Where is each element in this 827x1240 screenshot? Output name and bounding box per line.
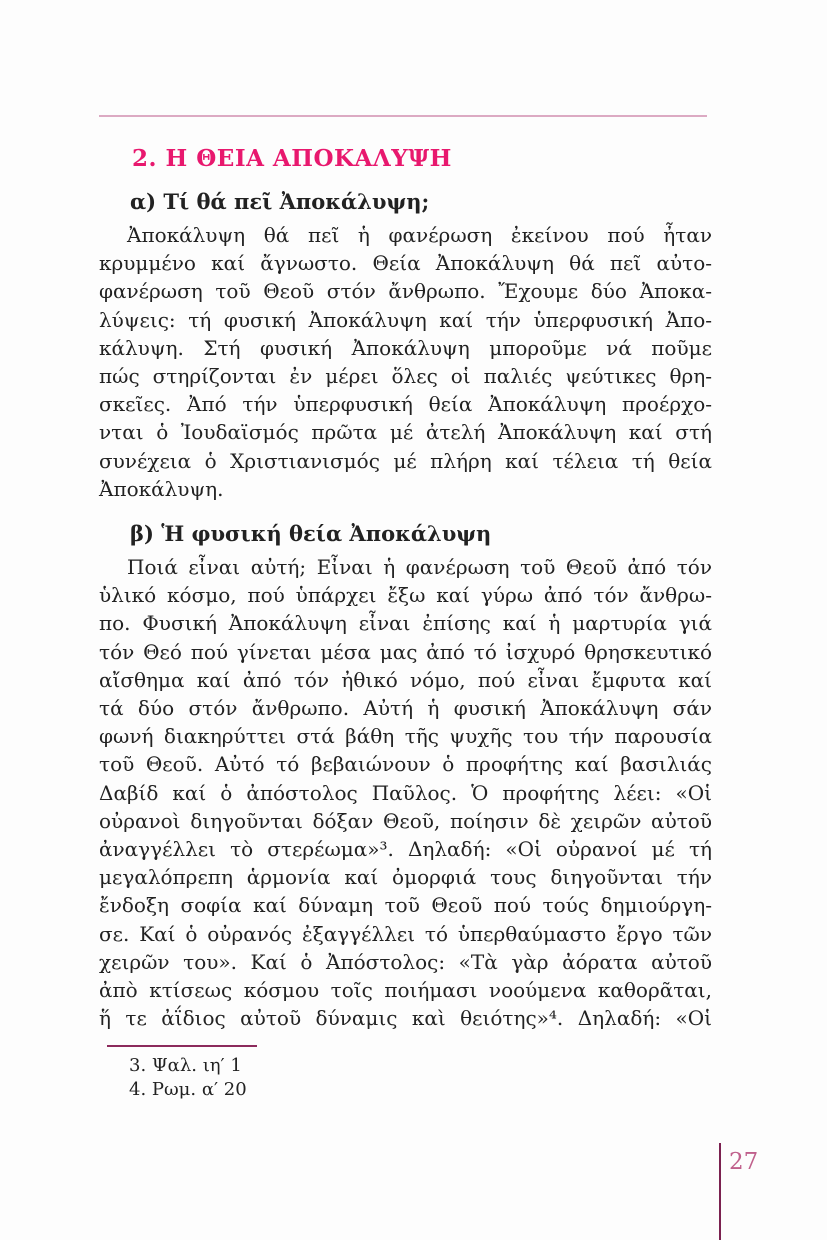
text-line: ὑλικό κόσμο, πού ὑπάρχει ἔξω καί γύρω ἀπό τόν ἄνθρω- (99, 583, 712, 608)
text-line: τά δύο στόν ἄνθρωπο. Αὐτή ἡ φυσική Ἀποκάλυψη σάν (99, 696, 712, 721)
text-line: αἴσθημα καί ἀπό τόν ἠθικό νόμο, πού εἶναι ἔμφυτα καί (99, 667, 712, 692)
footnotes (99, 1054, 712, 1102)
section-a-heading: α) Τί θά πεῖ Ἀποκάλυψη; (130, 189, 430, 214)
text-line: ἔνδοξη σοφία καί δύναμη τοῦ Θεοῦ πού τούς δημιούργη- (99, 893, 712, 918)
text-line: τοῦ Θεοῦ. Αὐτό τό βεβαιώνουν ὁ προφήτης καί βασιλιάς (99, 752, 712, 777)
header-rule (99, 115, 707, 117)
footnote-block (99, 1045, 712, 1102)
text-line: λύψεις: τή φυσική Ἀποκάλυψη καί τήν ὑπερφυσική Ἀπο- (99, 307, 712, 332)
text-line: φωνή διακηρύττει στά βάθη τῆς ψυχῆς του τήν παρουσία (99, 724, 712, 749)
footnote-item: 3. Ψαλ. ιη′ 1 (129, 1055, 242, 1077)
text-line: Ἀποκάλυψη. (99, 476, 224, 501)
page-number-bar (719, 1143, 721, 1240)
text-line: τόν Θεό πού γίνεται μέσα μας ἀπό τό ἰσχυρό θρησκευτικό (99, 639, 712, 664)
text-line: πο. Φυσική Ἀποκάλυψη εἶναι ἐπίσης καί ἡ μαρτυρία γιά (99, 611, 712, 636)
text-line: ἥ τε ἀΐδιος αὐτοῦ δύναμις καὶ θειότης»⁴. Δηλαδή: «Οἱ (99, 1006, 712, 1031)
text-line: νται ὁ Ἰουδαϊσμός πρῶτα μέ ἀτελή Ἀποκάλυψη καί στή (99, 420, 712, 445)
text-line: συνέχεια ὁ Χριστιανισμός μέ πλήρη καί τέλεια τή θεία (99, 448, 712, 473)
text-line: σε. Καί ὁ οὐρανός ἐξαγγέλλει τό ὑπερθαύμαστο ἔργο τῶν (99, 921, 712, 946)
text-line: ἀναγγέλλει τὸ στερέωμα»³. Δηλαδή: «Οἱ οὐρανοί μέ τή (99, 837, 712, 862)
footnote-rule (107, 1045, 257, 1047)
text-line: πώς στηρίζονται ἐν μέρει ὅλες οἱ παλιές ψεύτικες θρη- (99, 364, 712, 389)
text-line: σκεῖες. Ἀπό τήν ὑπερφυσική θεία Ἀποκάλυψη προέρχο- (99, 392, 712, 417)
footnote-item: 4. Ρωμ. α′ 20 (129, 1079, 247, 1101)
page-content (99, 146, 712, 1102)
text-line: φανέρωση τοῦ Θεοῦ στόν ἄνθρωπο. Ἔχουμε δύο Ἀποκα- (99, 279, 712, 304)
section-b-paragraph (99, 553, 712, 1032)
page-number: 27 (729, 1149, 759, 1175)
text-line: Ποιά εἶναι αὐτή; Εἶναι ἡ φανέρωση τοῦ Θεοῦ ἀπό τόν (127, 555, 712, 580)
text-line: Δαβίδ καί ὁ ἀπόστολος Παῦλος. Ὁ προφήτης λέει: «Οἱ (99, 780, 712, 805)
chapter-heading: 2. Η ΘΕΙΑ ΑΠΟΚΑΛΥΨΗ (132, 145, 452, 172)
text-line: κάλυψη. Στή φυσική Ἀποκάλυψη μποροῦμε νά ποῦμε (99, 335, 712, 360)
section-b-heading: β) Ἡ φυσική θεία Ἀποκάλυψη (130, 521, 492, 547)
text-line: μεγαλόπρεπη ἁρμονία καί ὀμορφιά τους διηγοῦνται τήν (99, 865, 712, 890)
text-line: κρυμμένο καί ἄγνωστο. Θεία Ἀποκάλυψη θά πεῖ αὐτο- (99, 251, 712, 276)
text-line: χειρῶν του». Καί ὁ Ἀπόστολος: «Τὰ γὰρ ἀόρατα αὐτοῦ (99, 949, 712, 974)
section-a-paragraph (99, 221, 712, 503)
text-line: Ἀποκάλυψη θά πεῖ ἡ φανέρωση ἐκείνου πού ἦταν (127, 223, 712, 247)
text-line: ἀπὸ κτίσεως κόσμου τοῖς ποιήμασι νοούμενα καθορᾶται, (99, 978, 712, 1003)
text-line: οὐρανοὶ διηγοῦνται δόξαν Θεοῦ, ποίησιν δὲ χειρῶν αὐτοῦ (99, 808, 712, 833)
